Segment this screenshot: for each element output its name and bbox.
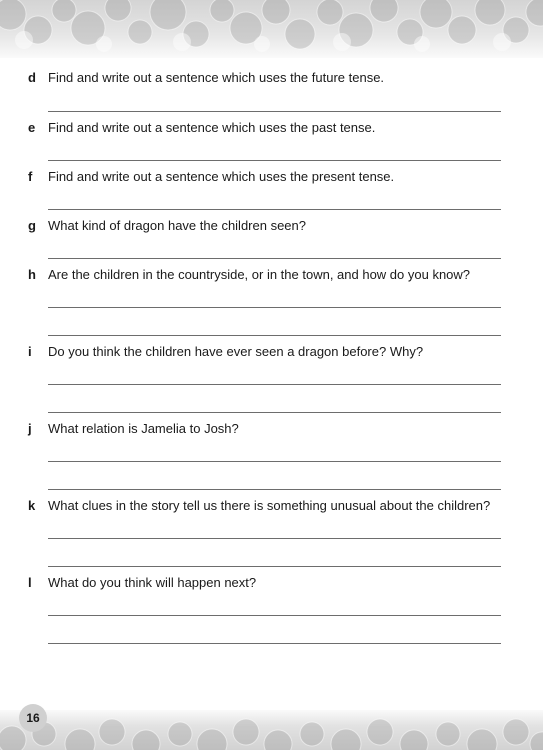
answer-line-j-2[interactable]	[48, 489, 501, 490]
bubble-pattern-bottom	[0, 710, 543, 750]
answer-line-d[interactable]	[48, 111, 501, 112]
question-text: What do you think will happen next?	[48, 575, 257, 590]
page-number: 16	[19, 704, 47, 732]
answer-line-l-2[interactable]	[48, 643, 501, 644]
answer-line-g[interactable]	[48, 258, 501, 259]
question-letter: g	[28, 218, 36, 233]
question-letter: l	[28, 575, 32, 590]
question-letter: e	[28, 120, 36, 135]
question-letter: d	[28, 70, 36, 85]
answer-line-k-1[interactable]	[48, 538, 501, 539]
answer-line-l-1[interactable]	[48, 615, 501, 616]
question-text: Find and write out a sentence which uses the future tense.	[48, 70, 385, 85]
question-text: What relation is Jamelia to Josh?	[48, 421, 239, 436]
question-text: Do you think the children have ever seen a dragon before? Why?	[48, 344, 424, 359]
question-letter: j	[28, 421, 32, 436]
question-text: What kind of dragon have the children seen?	[48, 218, 307, 233]
answer-line-h-1[interactable]	[48, 307, 501, 308]
answer-line-i-1[interactable]	[48, 384, 501, 385]
question-letter: i	[28, 344, 32, 359]
answer-line-k-2[interactable]	[48, 566, 501, 567]
question-letter: k	[28, 498, 36, 513]
question-e	[0, 118, 543, 138]
question-l	[0, 573, 543, 593]
question-f	[0, 167, 543, 187]
answer-line-j-1[interactable]	[48, 461, 501, 462]
question-text: Find and write out a sentence which uses the past tense.	[48, 120, 376, 135]
question-letter: h	[28, 267, 36, 282]
question-text: Find and write out a sentence which uses the present tense.	[48, 169, 395, 184]
bottom-decorative-band	[0, 710, 543, 750]
question-text: What clues in the story tell us there is something unusual about the children?	[48, 498, 491, 513]
question-d	[0, 68, 543, 88]
question-k	[0, 496, 543, 516]
question-j	[0, 419, 543, 439]
top-decorative-band	[0, 0, 543, 58]
question-g	[0, 216, 543, 236]
question-letter: f	[28, 169, 33, 184]
answer-line-h-2[interactable]	[48, 335, 501, 336]
question-h	[0, 265, 543, 285]
answer-line-i-2[interactable]	[48, 412, 501, 413]
question-i	[0, 342, 543, 362]
question-text: Are the children in the countryside, or in the town, and how do you know?	[48, 267, 471, 282]
answer-line-e[interactable]	[48, 160, 501, 161]
bubble-pattern-top	[0, 0, 543, 58]
answer-line-f[interactable]	[48, 209, 501, 210]
